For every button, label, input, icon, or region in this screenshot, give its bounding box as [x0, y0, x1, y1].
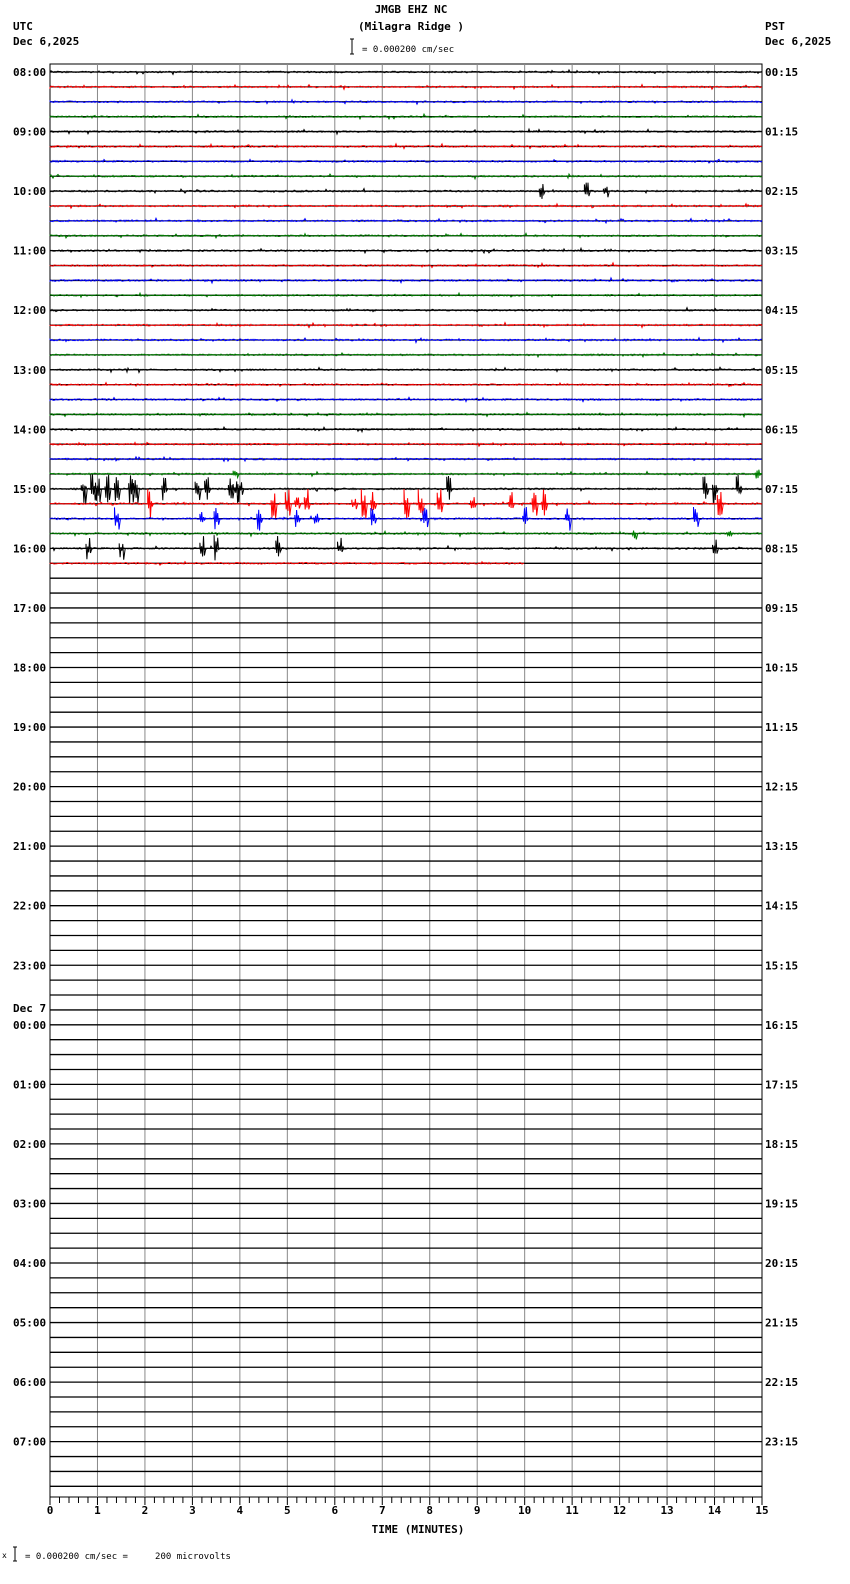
footer-marker: x [2, 1551, 7, 1560]
axis-tick-label: 7 [378, 1504, 386, 1517]
utc-hour-label: 07:00 [13, 1435, 47, 1449]
seismic-trace [50, 159, 762, 163]
pst-hour-label: 08:15 [765, 542, 799, 556]
utc-hour-label: 16:00 [13, 542, 47, 556]
seismic-event [238, 482, 244, 502]
seismic-trace [50, 129, 762, 134]
seismic-trace [50, 367, 762, 372]
pst-hour-label: 12:15 [765, 780, 799, 794]
station-title: JMGB EHZ NC [374, 3, 448, 16]
seismic-trace [50, 427, 762, 432]
utc-hour-label: 00:00 [13, 1018, 47, 1032]
utc-hour-label: 11:00 [13, 244, 47, 258]
utc-hour-label: 23:00 [13, 959, 47, 973]
seismic-trace [50, 353, 762, 357]
seismic-trace [50, 472, 762, 477]
pst-hour-label: 07:15 [765, 482, 799, 496]
axis-tick-label: 10 [518, 1504, 532, 1517]
seismic-event [295, 498, 301, 509]
utc-hour-label: 21:00 [13, 840, 47, 854]
utc-hour-label: 04:00 [13, 1257, 47, 1270]
trace-rows [50, 70, 762, 1486]
axis-tick-label: 9 [473, 1504, 481, 1517]
seismic-event [470, 497, 476, 508]
utc-hour-label: 05:00 [13, 1316, 47, 1330]
seismic-event [338, 538, 344, 552]
seismic-event [523, 507, 529, 524]
station-subtitle: (Milagra Ridge ) [358, 20, 464, 33]
pst-hour-label: 01:15 [765, 125, 799, 139]
seismic-trace [50, 204, 762, 208]
utc-hour-label: 10:00 [13, 185, 47, 199]
seismic-event [423, 508, 429, 527]
seismic-event [119, 543, 125, 559]
seismic-event [632, 531, 638, 540]
axis-tick-label: 13 [660, 1504, 674, 1517]
seismic-event [508, 492, 514, 508]
pst-hour-label: 13:15 [765, 840, 799, 854]
utc-hour-label: 08:00 [13, 66, 47, 79]
utc-hour-label: 20:00 [13, 780, 47, 794]
seismic-event [257, 510, 263, 531]
pst-hour-label: 23:15 [765, 1435, 799, 1449]
left-date: Dec 6,2025 [13, 35, 80, 48]
seismic-event [133, 480, 139, 503]
footer-scale-bar-icon [13, 1547, 17, 1561]
scale-text: = 0.000200 cm/sec [362, 45, 455, 55]
pst-hour-label: 04:15 [765, 304, 799, 318]
seismic-event [200, 536, 206, 556]
seismic-event [565, 509, 571, 531]
seismic-event [584, 183, 590, 196]
pst-hour-label: 20:15 [765, 1257, 799, 1270]
seismic-trace [50, 144, 762, 149]
seismic-event [195, 482, 201, 500]
axis-tick-label: 4 [236, 1504, 244, 1517]
axis-tick-label: 14 [707, 1504, 722, 1517]
seismic-event [603, 187, 609, 197]
pst-hour-label: 09:15 [765, 601, 799, 615]
seismic-event [542, 490, 548, 516]
seismic-trace [50, 174, 762, 179]
pst-hour-label: 06:15 [765, 423, 799, 437]
pst-hour-label: 00:15 [765, 66, 799, 79]
pst-hour-label: 03:15 [765, 244, 799, 258]
axis-tick-label: 1 [94, 1504, 101, 1517]
utc-hour-label: 13:00 [13, 363, 47, 377]
seismic-trace [50, 397, 762, 401]
utc-hour-label: 17:00 [13, 601, 47, 615]
seismic-event [437, 489, 443, 512]
seismic-event [371, 492, 377, 511]
seismic-trace [50, 293, 762, 297]
pst-hour-label: 21:15 [765, 1316, 799, 1330]
seismic-trace [50, 516, 762, 521]
seismic-event [703, 477, 709, 499]
plot-frame [50, 64, 762, 1497]
axis-tick-label: 8 [426, 1504, 434, 1517]
axis-tick-label: 3 [189, 1504, 196, 1517]
utc-hour-label: 14:00 [13, 423, 47, 437]
seismic-event [304, 489, 310, 510]
utc-hour-label: 18:00 [13, 661, 47, 675]
seismic-event [200, 512, 206, 522]
seismic-event [95, 479, 101, 503]
utc-hour-label: 15:00 [13, 482, 47, 496]
axis-tick-label: 0 [46, 1504, 54, 1517]
seismic-trace [50, 487, 762, 492]
axis-tick-label: 15 [755, 1504, 769, 1517]
utc-hour-label: 06:00 [13, 1376, 47, 1390]
pst-hour-label: 22:15 [765, 1376, 799, 1390]
axis-tick-label: 12 [612, 1504, 627, 1517]
utc-hour-label: 19:00 [13, 721, 47, 735]
pst-hour-label: 19:15 [765, 1197, 799, 1211]
pst-hour-label: 17:15 [765, 1078, 799, 1092]
scale-bar-icon [350, 39, 354, 54]
pst-hour-label: 10:15 [765, 661, 799, 675]
pst-hour-label: 15:15 [765, 959, 799, 973]
pst-hour-label: 18:15 [765, 1137, 799, 1151]
x-axis-label: TIME (MINUTES) [371, 1523, 465, 1536]
pst-hour-label: 14:15 [765, 899, 799, 913]
utc-hour-label: 22:00 [13, 899, 47, 913]
seismic-trace [50, 85, 762, 90]
seismic-event [276, 536, 282, 556]
right-date: Dec 6,2025 [765, 35, 832, 48]
axis-tick-label: 5 [284, 1504, 291, 1517]
utc-hour-label: 01:00 [13, 1078, 47, 1092]
date-change-label: Dec 7 [13, 1001, 47, 1015]
axis-tick-label: 11 [565, 1504, 579, 1517]
time-axis [47, 1497, 769, 1517]
seismic-trace [50, 323, 762, 328]
footer-scale-text: = 0.000200 cm/sec = 200 microvolts [25, 1552, 231, 1562]
seismic-event [447, 476, 453, 500]
seismic-event [694, 507, 700, 527]
axis-tick-label: 6 [331, 1504, 339, 1517]
seismic-trace [50, 442, 762, 446]
seismic-trace [50, 531, 762, 536]
seismic-event [736, 475, 742, 494]
utc-hour-label: 03:00 [13, 1197, 47, 1211]
right-timezone: PST [765, 20, 785, 33]
utc-hour-label: 12:00 [13, 304, 47, 318]
pst-hour-label: 16:15 [765, 1018, 799, 1032]
seismic-trace [50, 457, 762, 461]
axis-tick-label: 2 [141, 1504, 149, 1517]
seismic-trace [50, 218, 762, 223]
pst-hour-label: 02:15 [765, 185, 799, 199]
utc-hour-label: 09:00 [13, 125, 47, 139]
seismic-event [713, 540, 719, 554]
left-timezone: UTC [13, 20, 33, 33]
seismic-event [285, 490, 291, 516]
pst-hour-label: 11:15 [765, 721, 799, 735]
pst-hour-label: 05:15 [765, 363, 799, 377]
minute-grid [50, 64, 762, 1497]
seismic-event [271, 494, 277, 519]
utc-hour-label: 02:00 [13, 1137, 47, 1151]
